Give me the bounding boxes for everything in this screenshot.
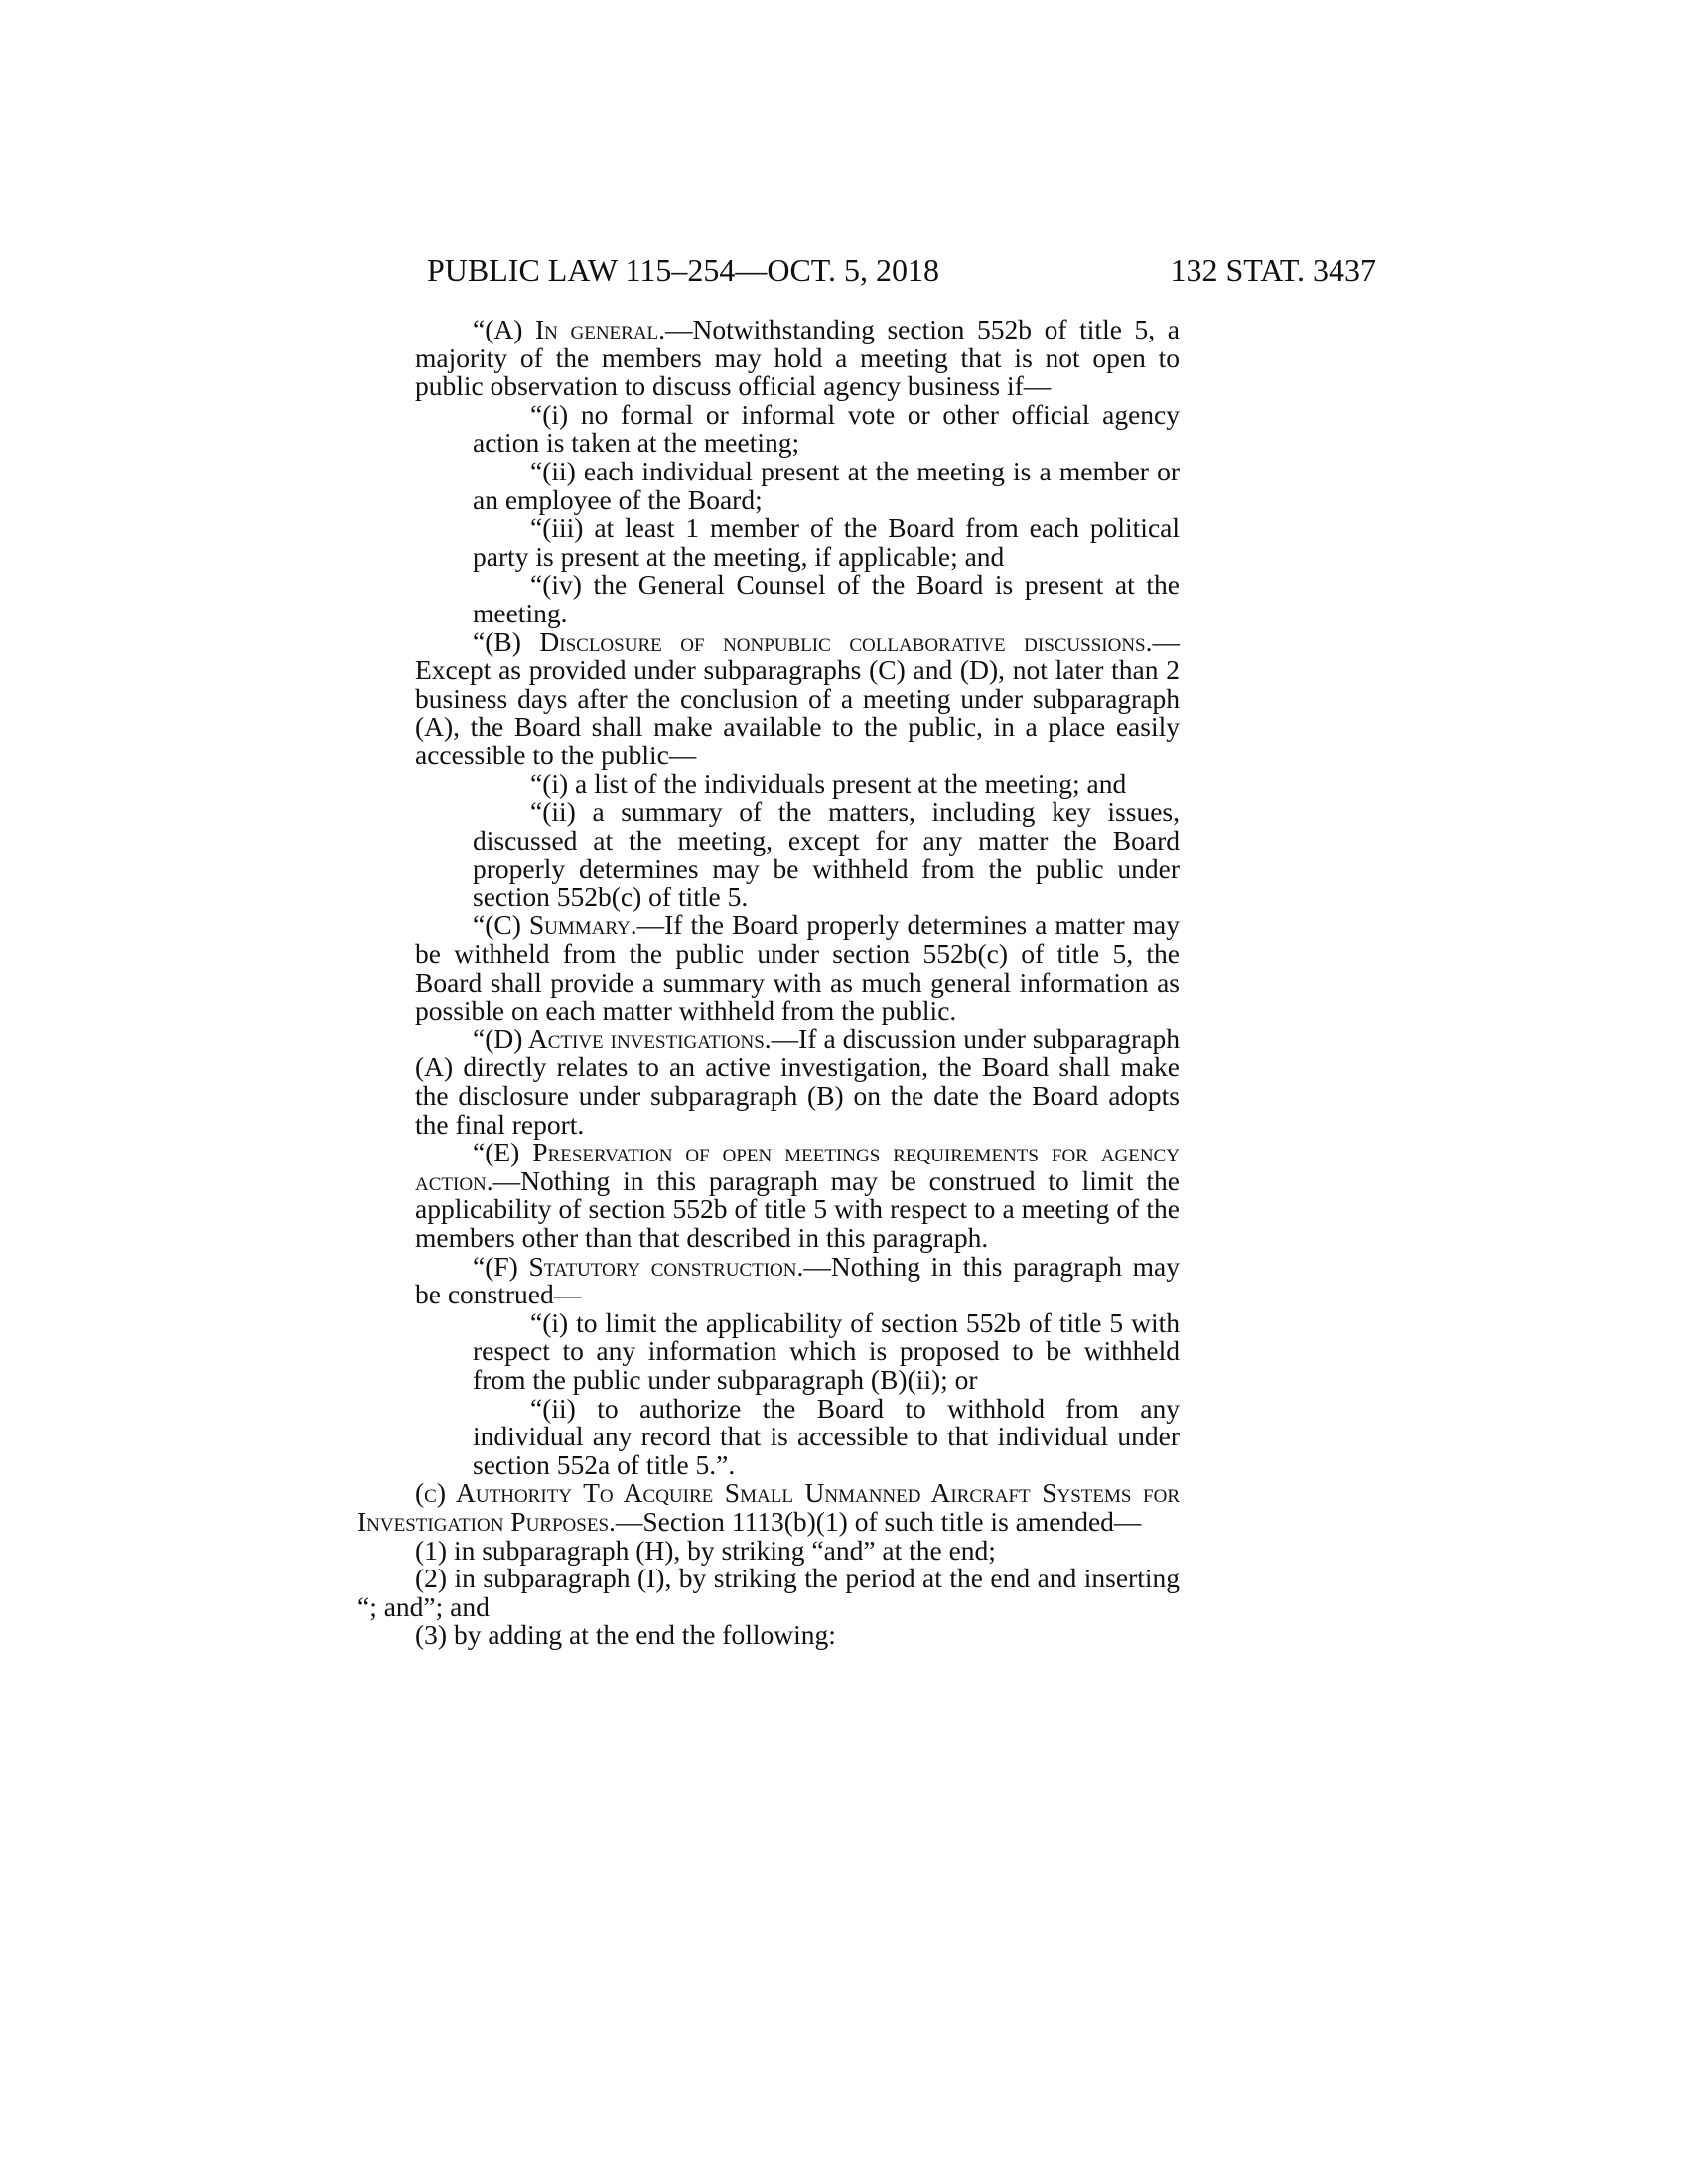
text: —If a discussion under subparagraph (A) directly relates to an active investigation, the Board shall make the disclosure under subparagraph (B) on the date the Board adopts the final report.: [415, 1023, 1180, 1140]
text: “(iv) the General Counsel of the Board is present at the meeting.: [473, 569, 1180, 628]
text: (2) in subparagraph (I), by striking the period at the end and inserting “; and”; and: [357, 1563, 1180, 1622]
text: “(ii) a summary of the matters, including key issues, discussed at the meeting, except for any matter the Board properly determines may be withheld from the public under section 552b(c) of title 5.: [473, 796, 1180, 912]
heading: “(B) Disclosure of nonpublic collaborative discussions.: [473, 625, 1153, 657]
text: —Notwithstanding section 552b of title 5, a majority of the members may hold a meeting that is not open to public observation to discuss official agency business if—: [415, 314, 1180, 402]
subparagraph-c: [415, 911, 1180, 1024]
clause-f-ii: [473, 1392, 1180, 1480]
heading: “(A) In general.: [473, 314, 666, 344]
subparagraph-b: [415, 625, 1180, 770]
text: —Nothing in this paragraph may be construed to limit the applicability of section 552b of title 5 with respect to a meeting of the members other than that described in this paragraph.: [415, 1164, 1180, 1253]
text: —Section 1113(b)(1) of such title is amended—: [615, 1505, 1142, 1537]
amendment-item-2: [357, 1565, 1180, 1621]
clause-b-i: [473, 767, 1180, 799]
subparagraph-e: [415, 1139, 1180, 1252]
text: “(ii) to authorize the Board to withhold from any individual any record that is accessible to that individual under section 552a of title 5.”.: [473, 1392, 1180, 1480]
clause-b-ii: [473, 798, 1180, 911]
subsection-c: [357, 1479, 1180, 1536]
text: —If the Board properly determines a matter may be withheld from the public under section 552b(c) of title 5, the Board shall provide a summary with as much general information as possible on each matter withheld from the public.: [415, 909, 1180, 1026]
amendment-item-1: [357, 1534, 1180, 1566]
subparagraph-f: [415, 1250, 1181, 1310]
subparagraph-a: [415, 316, 1180, 401]
text: (3) by adding at the end the following:: [415, 1619, 836, 1651]
public-law-citation: PUBLIC LAW 115–254—OCT. 5, 2018: [427, 252, 939, 288]
clause-a-ii: [473, 455, 1180, 515]
clause-f-i: [473, 1306, 1180, 1395]
clause-a-iv: [473, 571, 1180, 627]
statute-page-number: 132 STAT. 3437: [1170, 252, 1376, 288]
clause-a-iii: [473, 514, 1180, 571]
heading: “(C) Summary.: [473, 909, 637, 941]
heading: “(F) Statutory construction.: [473, 1250, 804, 1282]
text: “(i) to limit the applicability of section 552b of title 5 with respect to any information which is proposed to be withheld from the public under subparagraph (B)(ii); or: [473, 1306, 1180, 1395]
text: —Nothing in this paragraph may be construed—: [415, 1250, 1181, 1310]
heading: “(E) Preservation of open meetings requirements for agency action.: [415, 1137, 1180, 1196]
heading: (c) Authority To Acquire Small Unmanned Aircraft Systems for Investigation Purposes.: [357, 1477, 1180, 1537]
text: “(ii) each individual present at the meeting is a member or an employee of the Board;: [473, 455, 1180, 515]
amendment-item-3: [357, 1621, 1180, 1650]
text: —Except as provided under subparagraphs (C) and (D), not later than 2 business days after the conclusion of a meeting under subparagraph (A), the Board shall make available to the public, in a place easily accessible to the public—: [415, 625, 1180, 770]
subparagraph-d: [415, 1025, 1180, 1139]
clause-a-i: [473, 398, 1180, 459]
page-header: [427, 246, 1376, 294]
text: “(i) no formal or informal vote or other official agency action is taken at the meeting;: [473, 398, 1180, 459]
text: “(i) a list of the individuals present at the meeting; and: [530, 767, 1127, 799]
body-text: [0, 316, 1688, 1650]
text: “(iii) at least 1 member of the Board from each political party is present at the meeting, if applicable; and: [473, 512, 1180, 572]
heading: “(D) Active investigations.: [473, 1023, 772, 1054]
text: (1) in subparagraph (H), by striking “and” at the end;: [415, 1534, 996, 1566]
